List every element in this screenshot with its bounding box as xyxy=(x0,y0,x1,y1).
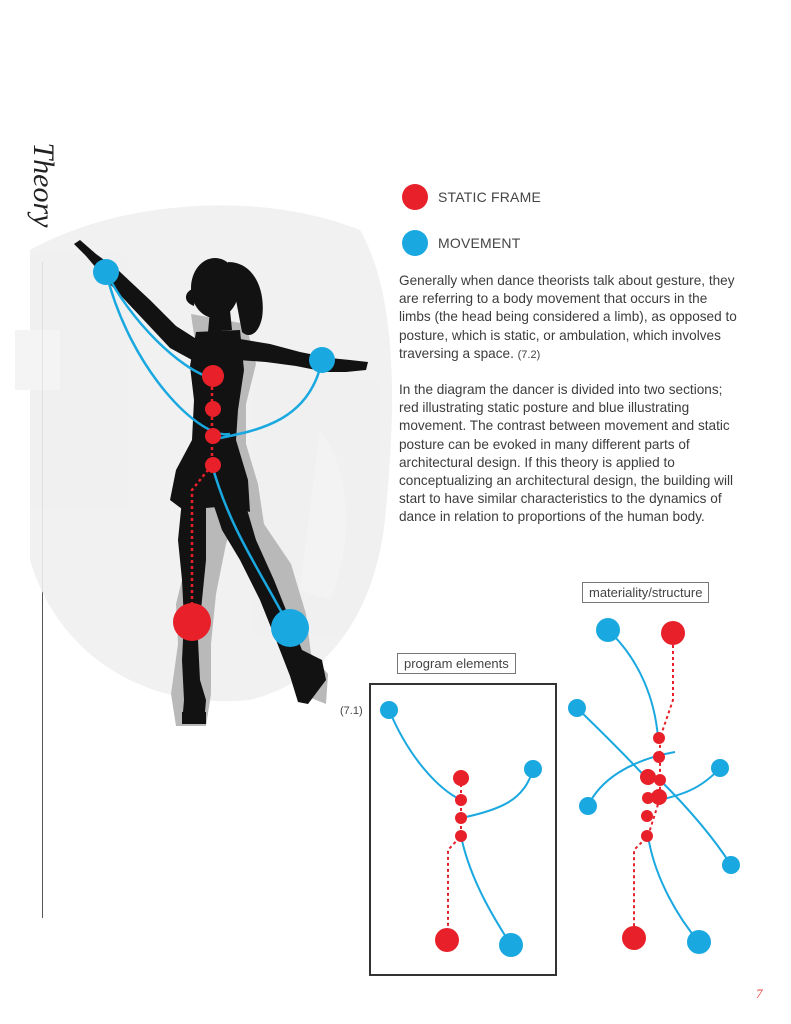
materiality-structure-caption: materiality/structure xyxy=(582,582,709,603)
static-node xyxy=(653,732,665,744)
static-node xyxy=(202,365,224,387)
paragraph-diagram: In the diagram the dancer is divided into two sections; red illustrating static posture and blue illustrating movement. The contrast between movement and static posture can be evoked in many different parts of architectural design. If this theory is applied to conceptualizing an architectural design, the building will start to have similar characteristics to the dynamics of dance in relation to proportions of the human body. xyxy=(399,382,734,525)
movement-node xyxy=(722,856,740,874)
static-node xyxy=(653,751,665,763)
movement-node xyxy=(271,609,309,647)
static-node xyxy=(654,774,666,786)
static-node xyxy=(205,457,221,473)
movement-node xyxy=(568,699,586,717)
static-node xyxy=(205,401,221,417)
legend-static-frame xyxy=(402,184,541,210)
static-node xyxy=(641,830,653,842)
movement-node xyxy=(579,797,597,815)
legend-label: STATIC FRAME xyxy=(438,189,541,205)
page-number: 7 xyxy=(756,986,763,1001)
program-elements-frame xyxy=(369,683,557,976)
movement-node xyxy=(596,618,620,642)
movement-node xyxy=(711,759,729,777)
static-node xyxy=(173,603,211,641)
static-node xyxy=(622,926,646,950)
static-node xyxy=(651,789,667,805)
static-node xyxy=(641,810,653,822)
static-node xyxy=(205,428,221,444)
static-node xyxy=(640,769,656,785)
movement-node xyxy=(309,347,335,373)
legend-label: MOVEMENT xyxy=(438,235,521,251)
movement-node xyxy=(93,259,119,285)
citation: (7.2) xyxy=(517,348,541,361)
movement-swatch xyxy=(402,230,428,256)
section-title-text: Theory xyxy=(27,142,60,228)
program-elements-caption: program elements xyxy=(397,653,516,674)
legend-movement xyxy=(402,230,521,256)
figure-citation: (7.1) xyxy=(340,705,363,717)
paragraph-gesture xyxy=(399,272,741,364)
paragraph-gesture-text: Generally when dance theorists talk about gesture, they are referring to a body movement that occurs in the limbs (the head being considered a limb), as opposed to posture, which is static, or ambulation, which involves traversing a space. xyxy=(399,273,737,361)
movement-node xyxy=(687,930,711,954)
static-frame-swatch xyxy=(402,184,428,210)
materiality-structure-diagram xyxy=(568,618,740,954)
static-node xyxy=(661,621,685,645)
